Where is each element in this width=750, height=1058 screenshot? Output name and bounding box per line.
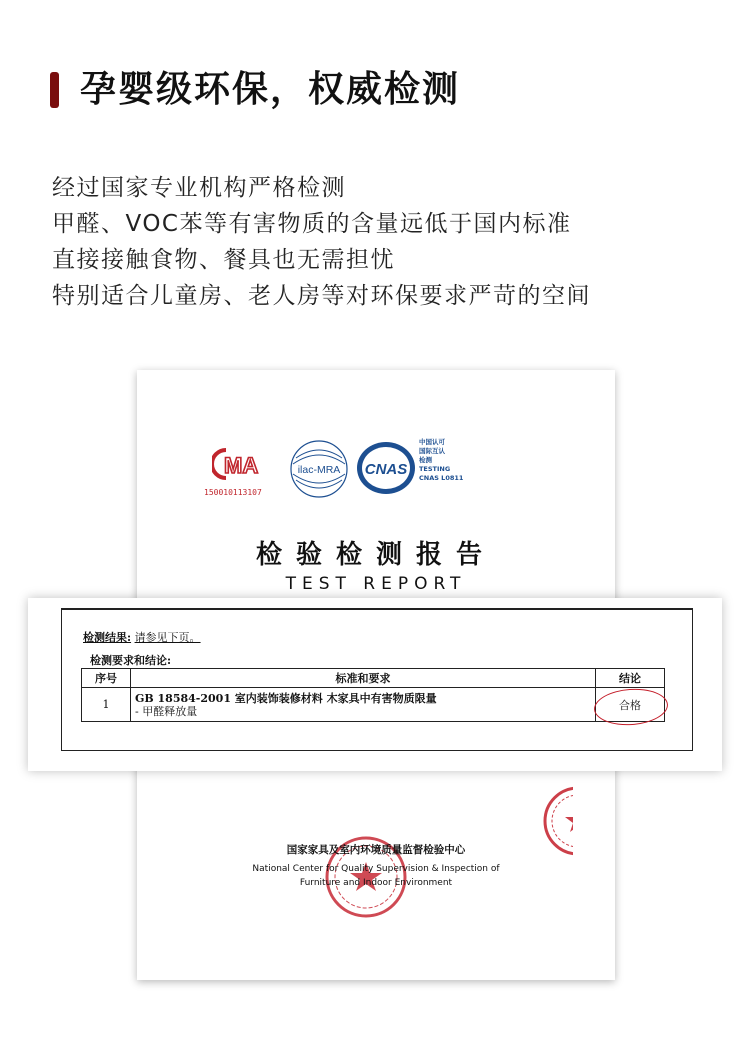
cnas-text-line: 国际互认: [419, 447, 445, 455]
row-seq: 1: [82, 688, 131, 722]
result-text: 合格: [619, 698, 641, 712]
svg-text:ilac-MRA: ilac-MRA: [297, 464, 341, 476]
issuing-center-name: 国家家具及室内环境质量监督检验中心: [286, 844, 466, 856]
cnas-accreditation-text: [419, 438, 463, 483]
ilac-mra-logo: [288, 438, 350, 504]
center-en-line: Furniture and Indoor Environment: [299, 878, 453, 888]
result-highlight-circle: [593, 686, 669, 727]
description-line: 经过国家专业机构严格检测: [52, 175, 346, 201]
issuing-center-english: [137, 862, 615, 890]
cnas-text-line: 检测: [419, 456, 432, 464]
table-row: [82, 688, 665, 722]
report-title: 检验检测报告: [255, 540, 496, 570]
heading-accent-bar: [50, 72, 59, 108]
description-line: 甲醛、VOC苯等有害物质的含量远低于国内标准: [52, 211, 572, 237]
center-en-line: National Center for Quality Supervision & Inspection of: [252, 864, 500, 874]
result-value: 请参见下页。: [134, 631, 201, 644]
requirements-table: [81, 668, 665, 722]
column-header-standard: 标准和要求: [131, 669, 596, 688]
standard-line: GB 18584-2001 室内装饰装修材料 木家具中有害物质限量: [135, 691, 437, 705]
row-standard: [131, 688, 596, 722]
cnas-logo: [355, 440, 417, 500]
description-line: 直接接触食物、餐具也无需担忧: [52, 247, 395, 273]
result-label: 检测结果:: [83, 631, 132, 644]
cnas-icon: [355, 440, 417, 496]
ilac-icon: [288, 438, 350, 500]
test-result-line: [83, 629, 201, 645]
certification-logos: [204, 438, 472, 498]
cnas-text-line: CNAS L0811: [419, 474, 464, 482]
cnas-text-line: 中国认可: [419, 438, 445, 446]
test-results-card: [28, 598, 722, 771]
requirements-label: 检测要求和结论:: [90, 654, 172, 667]
svg-text:MA: MA: [224, 453, 259, 478]
results-frame: [61, 608, 693, 751]
column-header-result: 结论: [596, 669, 665, 688]
cnas-text-line: TESTING: [419, 465, 451, 473]
page-heading: 孕婴级环保，权威检测: [80, 69, 461, 110]
standard-line: - 甲醛释放量: [135, 704, 198, 718]
row-result: [596, 688, 665, 722]
report-subtitle: TEST REPORT: [285, 574, 467, 594]
column-header-seq: 序号: [82, 669, 131, 688]
description-line: 特别适合儿童房、老人房等对环保要求严苛的空间: [52, 283, 591, 309]
description-block: [52, 170, 591, 314]
svg-text:CNAS: CNAS: [364, 461, 408, 478]
cma-logo: [204, 444, 270, 497]
cma-number: 150010113107: [204, 488, 262, 497]
cma-icon: [212, 444, 272, 484]
